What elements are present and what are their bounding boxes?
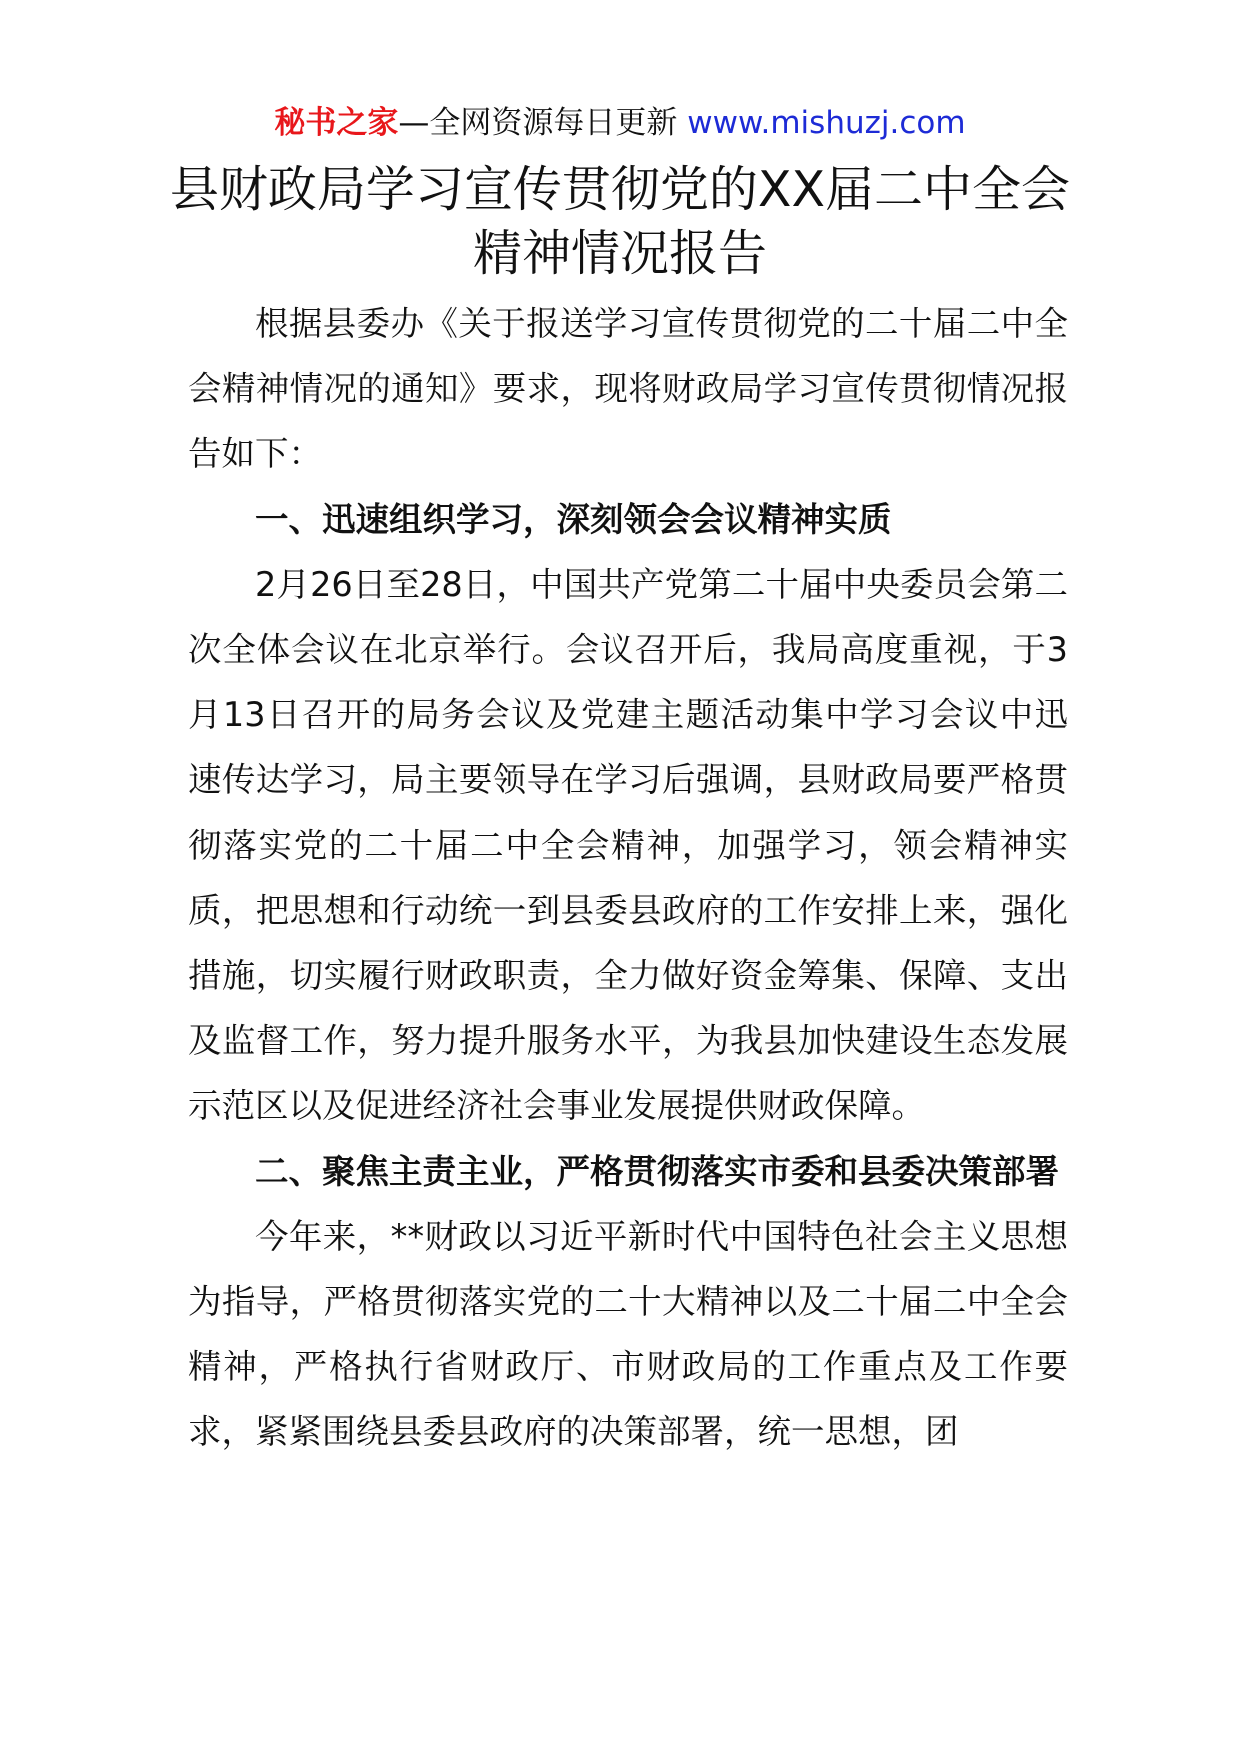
site-header bbox=[0, 98, 1240, 148]
section-1-paragraph: 2月26日至28日，中国共产党第二十届中央委员会第二次全体会议在北京举行。会议召开后，我局高度重视，于3月13日召开的局务会议及党建主题活动集中学习会议中迅速传达学习，局主要领导在学习后强调，县财政局要严格贯彻落实党的二十届二中全会精神，加强学习，领会精神实质，把思想和行动统一到县委县政府的工作安排上来，强化措施，切实履行财政职责，全力做好资金筹集、保障、支出及监督工作，努力提升服务水平，为我县加快建设生态发展示范区以及促进经济社会事业发展提供财政保障。 bbox=[188, 564, 1068, 1126]
section-2-paragraph: 今年来，**财政以习近平新时代中国特色社会主义思想为指导，严格贯彻落实党的二十大精神以及二十届二中全会精神，严格执行省财政厅、市财政局的工作重点及工作要求，紧紧围绕县委县政府的决策部署，统一思想，团 bbox=[188, 1216, 1068, 1452]
header-slogan: —全网资源每日更新 bbox=[398, 105, 688, 141]
title-line-2: 精神情况报告 bbox=[472, 225, 767, 282]
section-heading-2: 二、聚焦主责主业，严格贯彻落实市委和县委决策部署 bbox=[255, 1151, 1059, 1191]
intro-paragraph: 根据县委办《关于报送学习宣传贯彻党的二十届二中全会精神情况的通知》要求，现将财政局学习宣传贯彻情况报告如下： bbox=[188, 304, 1068, 474]
document-body bbox=[188, 291, 1068, 1465]
section-heading-1: 一、迅速组织学习，深刻领会会议精神实质 bbox=[255, 499, 892, 539]
site-url-link[interactable]: www.mishuzj.com bbox=[687, 105, 966, 141]
brand-name: 秘书之家 bbox=[274, 105, 399, 141]
title-line-1: 县财政局学习宣传贯彻党的XX届二中全会 bbox=[169, 161, 1071, 218]
document-title bbox=[160, 158, 1080, 286]
